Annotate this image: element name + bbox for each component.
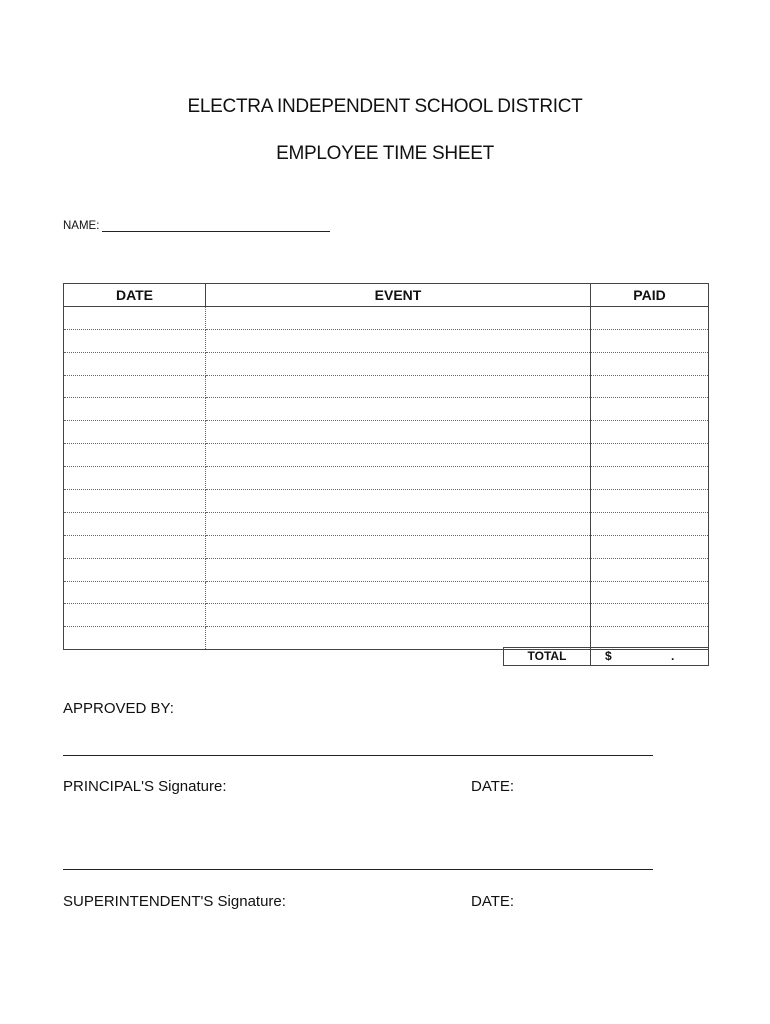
principal-signature-line[interactable]	[63, 755, 653, 756]
date-cell[interactable]	[64, 581, 206, 604]
date-cell[interactable]	[64, 490, 206, 513]
time-sheet-table	[63, 283, 709, 650]
name-field-row	[63, 219, 330, 232]
paid-cell[interactable]	[591, 581, 709, 604]
table-header-row	[64, 284, 709, 307]
event-cell[interactable]	[206, 306, 591, 329]
paid-cell[interactable]	[591, 490, 709, 513]
superintendent-signature-label: SUPERINTENDENT'S Signature:	[63, 893, 286, 910]
table-row	[64, 306, 709, 329]
approved-by-heading: APPROVED BY:	[63, 700, 174, 717]
date-cell[interactable]	[64, 467, 206, 490]
date-cell[interactable]	[64, 421, 206, 444]
paid-cell[interactable]	[591, 604, 709, 627]
date-cell[interactable]	[64, 398, 206, 421]
superintendent-signature-line[interactable]	[63, 869, 653, 870]
date-cell[interactable]	[64, 512, 206, 535]
date-cell[interactable]	[64, 627, 206, 650]
date-cell[interactable]	[64, 375, 206, 398]
name-label: NAME:	[63, 220, 100, 232]
paid-cell[interactable]	[591, 467, 709, 490]
table-row	[64, 581, 709, 604]
paid-cell[interactable]	[591, 558, 709, 581]
date-cell[interactable]	[64, 444, 206, 467]
event-cell[interactable]	[206, 421, 591, 444]
paid-cell[interactable]	[591, 444, 709, 467]
table-row	[64, 490, 709, 513]
event-cell[interactable]	[206, 398, 591, 421]
column-header-paid: PAID	[591, 284, 709, 307]
event-cell[interactable]	[206, 467, 591, 490]
page-title: EMPLOYEE TIME SHEET	[276, 143, 494, 164]
event-cell[interactable]	[206, 375, 591, 398]
event-cell[interactable]	[206, 558, 591, 581]
table-row	[64, 375, 709, 398]
date-cell[interactable]	[64, 535, 206, 558]
total-decimal-point: .	[671, 649, 675, 663]
paid-cell[interactable]	[591, 512, 709, 535]
table-body	[64, 306, 709, 649]
event-cell[interactable]	[206, 352, 591, 375]
paid-cell[interactable]	[591, 398, 709, 421]
table-row	[64, 352, 709, 375]
table-row	[64, 398, 709, 421]
paid-cell[interactable]	[591, 421, 709, 444]
name-input-line[interactable]	[102, 219, 330, 232]
column-header-date: DATE	[64, 284, 206, 307]
total-value-field[interactable]	[591, 648, 708, 665]
event-cell[interactable]	[206, 444, 591, 467]
paid-cell[interactable]	[591, 352, 709, 375]
event-cell[interactable]	[206, 512, 591, 535]
table-row	[64, 421, 709, 444]
paid-cell[interactable]	[591, 329, 709, 352]
event-cell[interactable]	[206, 490, 591, 513]
paid-cell[interactable]	[591, 375, 709, 398]
total-currency-symbol: $	[605, 649, 612, 663]
column-header-event: EVENT	[206, 284, 591, 307]
table-row	[64, 467, 709, 490]
table-row	[64, 329, 709, 352]
total-label: TOTAL	[504, 648, 591, 665]
paid-cell[interactable]	[591, 535, 709, 558]
table-row	[64, 512, 709, 535]
superintendent-date-label: DATE:	[471, 893, 515, 910]
date-cell[interactable]	[64, 306, 206, 329]
table-row	[64, 535, 709, 558]
date-cell[interactable]	[64, 604, 206, 627]
date-cell[interactable]	[64, 329, 206, 352]
event-cell[interactable]	[206, 604, 591, 627]
district-title: ELECTRA INDEPENDENT SCHOOL DISTRICT	[187, 96, 583, 117]
event-cell[interactable]	[206, 535, 591, 558]
principal-signature-label: PRINCIPAL'S Signature:	[63, 778, 227, 795]
event-cell[interactable]	[206, 329, 591, 352]
date-cell[interactable]	[64, 558, 206, 581]
principal-date-label: DATE:	[471, 778, 515, 795]
table-row	[64, 558, 709, 581]
table-row	[64, 444, 709, 467]
event-cell[interactable]	[206, 581, 591, 604]
date-cell[interactable]	[64, 352, 206, 375]
total-box	[503, 647, 709, 666]
paid-cell[interactable]	[591, 306, 709, 329]
table-row	[64, 604, 709, 627]
